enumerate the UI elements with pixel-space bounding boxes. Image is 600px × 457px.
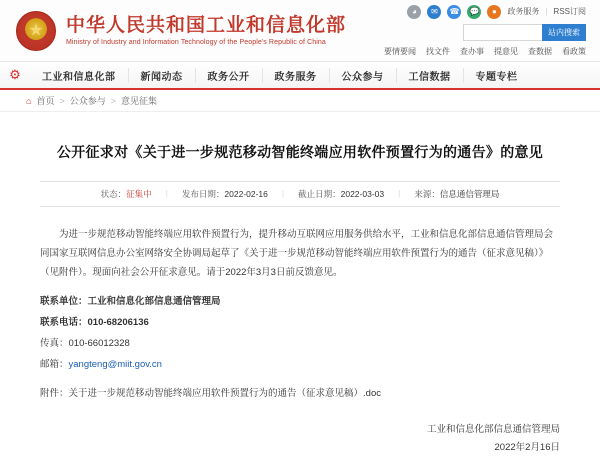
accessibility-icon[interactable]: ◕ xyxy=(407,5,421,19)
attachment-label: 附件： xyxy=(40,388,69,399)
contact-unit: 联系单位：工业和信息化部信息通信管理局 xyxy=(40,296,221,307)
quick-links xyxy=(384,46,586,57)
article-body xyxy=(40,225,560,403)
quick-link-0[interactable]: 要情要闻 xyxy=(384,46,416,56)
header-utility-area xyxy=(384,5,590,57)
national-emblem-icon xyxy=(16,11,56,51)
quick-link-1[interactable]: 找文件 xyxy=(426,46,450,56)
article-meta xyxy=(40,181,560,207)
utility-separator: | xyxy=(545,7,548,16)
nav-item-news[interactable]: 新闻动态 xyxy=(128,68,195,83)
meta-divider-3: | xyxy=(398,188,401,198)
breadcrumb-separator-2: > xyxy=(110,95,116,106)
home-icon[interactable]: ⌂ xyxy=(26,95,32,106)
quick-link-2[interactable]: 查办事 xyxy=(460,46,484,56)
breadcrumb-item-home[interactable]: 首页 xyxy=(36,96,55,106)
wechat-icon[interactable]: 💬 xyxy=(467,5,481,19)
contact-email xyxy=(40,355,560,374)
contact-email-label: 邮箱： xyxy=(40,359,69,370)
search-row xyxy=(463,24,586,41)
mobile-icon[interactable]: ☎ xyxy=(447,5,461,19)
site-title-block xyxy=(66,15,346,47)
breadcrumb-item-opinion[interactable]: 意见征集 xyxy=(121,96,158,106)
quick-link-3[interactable]: 提意见 xyxy=(494,46,518,56)
search-button[interactable]: 站内搜索 xyxy=(542,24,586,41)
nav-item-govservice[interactable]: 政务服务 xyxy=(262,68,329,83)
quick-link-4[interactable]: 查数据 xyxy=(528,46,552,56)
main-nav xyxy=(0,62,600,90)
nav-item-topics[interactable]: 专题专栏 xyxy=(463,68,530,83)
kefu-link[interactable]: 政务服务 xyxy=(507,7,540,16)
breadcrumb xyxy=(0,90,600,112)
attachment-link[interactable]: 关于进一步规范移动智能终端应用软件预置行为的通告（征求意见稿）.doc xyxy=(68,388,381,399)
meta-publish-label: 发布日期： xyxy=(181,189,225,199)
contact-email-value[interactable]: yangteng@miit.gov.cn xyxy=(68,359,162,370)
weibo-icon[interactable]: ● xyxy=(487,5,501,19)
signature-org: 工业和信息化部信息通信管理局 xyxy=(426,424,560,435)
search-input[interactable] xyxy=(464,25,542,40)
article-signature xyxy=(40,421,560,457)
meta-publish xyxy=(182,188,268,200)
breadcrumb-item-public[interactable]: 公众参与 xyxy=(69,96,106,106)
rss-link[interactable]: RSS订阅 xyxy=(553,7,586,16)
meta-deadline-label: 截止日期： xyxy=(298,189,341,199)
meta-source-value: 信息通信管理局 xyxy=(439,189,500,199)
signature-date: 2022年2月16日 xyxy=(494,442,560,454)
header-utility-row xyxy=(407,5,586,19)
nav-item-ministry[interactable]: 工业和信息化部 xyxy=(42,71,116,83)
site-title-en: Ministry of Industry and Information Technology of the People's Republic of China xyxy=(66,39,326,47)
meta-divider-2: | xyxy=(281,188,285,198)
meta-divider-1: | xyxy=(165,188,168,198)
contact-phone: 联系电话：010-68206136 xyxy=(40,317,149,328)
gear-logo-icon: ⚙ xyxy=(9,67,21,82)
site-header xyxy=(0,0,600,62)
meta-source-label: 来源： xyxy=(414,189,440,199)
meta-source xyxy=(414,188,499,200)
contact-fax: 传真：010-66012328 xyxy=(40,338,130,349)
article-paragraph-1: 为进一步规范移动智能终端应用软件预置行为，提升移动互联网应用服务供给水平，工业和信息化部信息通信管理局会同国家互联网信息办公室网络安全协调局起草了《关于进一步规范移动智能终端应用软件预置行为的通告（征求意见稿）》（见附件）。现面向社会公开征求意见。请于2022年3月3日前反馈意见。 xyxy=(40,229,554,278)
nav-item-govopen[interactable]: 政务公开 xyxy=(195,68,262,83)
breadcrumb-separator-1: > xyxy=(59,95,65,106)
meta-status xyxy=(101,188,152,200)
nav-item-data[interactable]: 工信数据 xyxy=(396,68,463,83)
meta-deadline-value: 2022-03-03 xyxy=(340,189,385,199)
meta-publish-value: 2022-02-16 xyxy=(224,189,268,199)
quick-link-5[interactable]: 看政策 xyxy=(562,46,586,56)
search-box[interactable] xyxy=(463,24,586,41)
status-badge: 征集中 xyxy=(126,189,152,199)
meta-deadline xyxy=(298,188,384,200)
nav-item-public[interactable]: 公众参与 xyxy=(329,68,396,83)
article xyxy=(0,112,600,457)
meta-status-label: 状态： xyxy=(100,189,127,199)
attachment-row xyxy=(40,384,560,403)
site-title-cn: 中华人民共和国工业和信息化部 xyxy=(66,14,347,36)
page-title: 公开征求对《关于进一步规范移动智能终端应用软件预置行为的通告》的意见 xyxy=(56,144,544,160)
mail-icon[interactable]: ✉ xyxy=(427,5,441,19)
